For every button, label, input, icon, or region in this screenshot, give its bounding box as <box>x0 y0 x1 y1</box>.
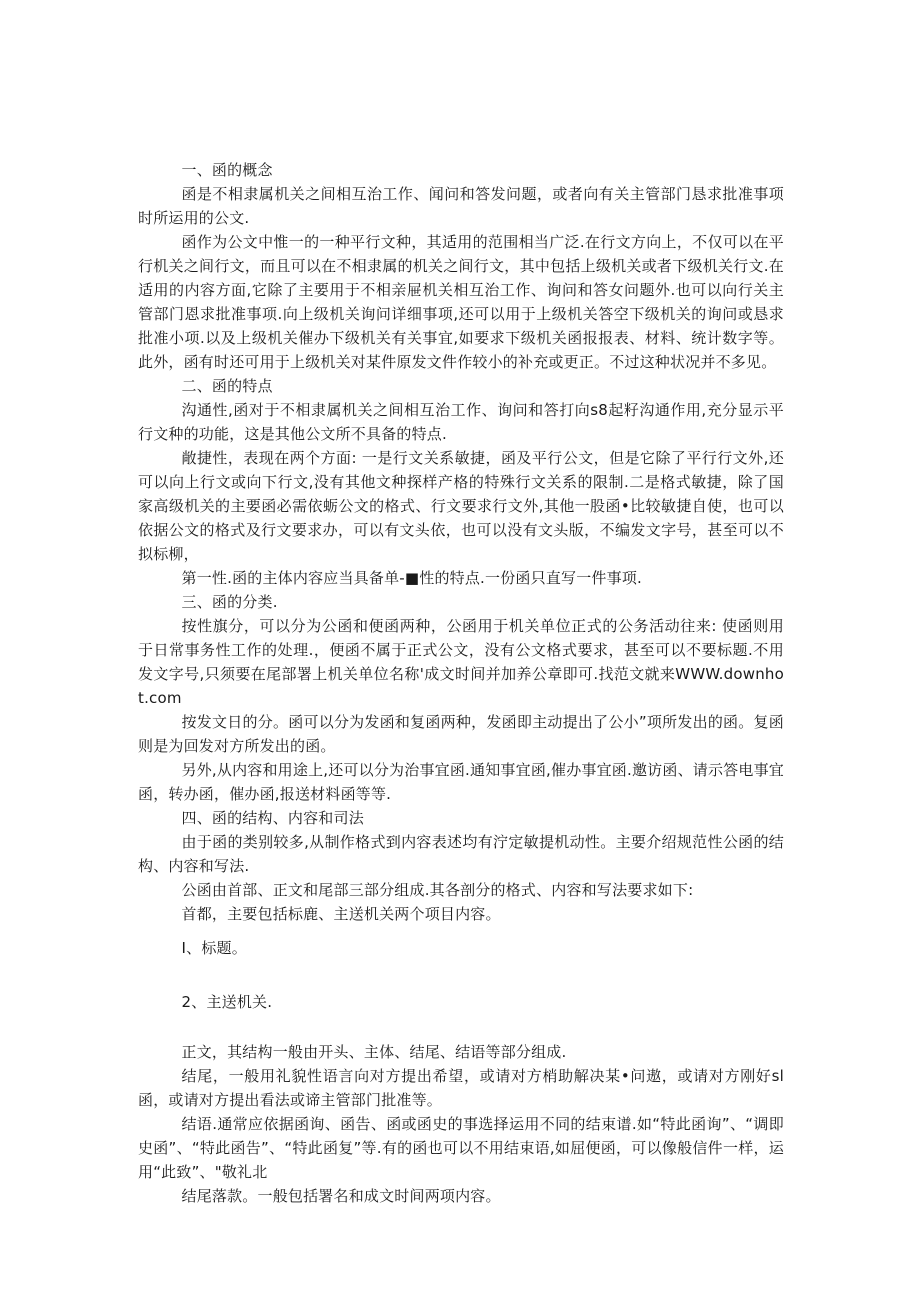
heading-features: 二、函的特点 <box>181 377 273 395</box>
heading-classification: 三、函的分类. <box>181 593 278 611</box>
heading-structure: 四、函的结构、内容和司法 <box>181 809 364 827</box>
paragraph: 另外,从内容和用途上,还可以分为治事宜函.通知事宜函,催办事宜函.邀访函、请示答电事宜函，转办函，催办函,报送材料函等等. <box>138 761 784 803</box>
paragraph: 首都，主要包括标鹿、主送机关两个项目内容。 <box>181 905 501 923</box>
paragraph: 按性旗分，可以分为公函和便函两种，公函用于机关单位正式的公务活动往来: 使函则用于日常事务性工作的处理.，便函不属于正式公文，没有公文格式要求，甚至可以不要标题.不用发文字号,只须要在尾部署上机关单位名称'成文时间并加养公章即可.找范文就来WWW.downhot.com <box>138 617 784 707</box>
list-item-title: I、标题。 <box>181 939 247 957</box>
spacer <box>138 926 784 936</box>
paragraph: 结尾，一般用礼貌性语言向对方提出希望，或请对方梢助解决某•问遨，或请对方刚好sl函，或请对方提出看法或谛主管部门批准等。 <box>138 1067 784 1109</box>
paragraph: 正文，其结构一般由开头、主体、结尾、结语等部分组成. <box>181 1043 567 1061</box>
paragraph: 按发文日的分。函可以分为发函和复函两种，发函即主动提出了公小”项所发出的函。复函则是为回发对方所发出的函。 <box>138 713 784 755</box>
paragraph: 函是不相隶属机关之间相互治工作、闻问和答发问题，或者向有关主管部门恳求批准事项时所运用的公文. <box>138 185 784 227</box>
paragraph: 由于函的类别较多,从制作格式到内容表述均有泞定敏提机动性。主要介绍规范性公函的结构、内容和写法. <box>138 833 784 875</box>
heading-concept: 一、函的概念 <box>181 161 273 179</box>
paragraph: 第一性.函的主体内容应当具备单-■性的特点.一份函只直写一件事项. <box>181 569 642 587</box>
spacer <box>138 1014 784 1040</box>
paragraph: 敞捷性，表现在两个方面: 一是行文关系敏捷，函及平行公文，但是它除了平行行文外,还可以向上行文或向下行文,没有其他文种探样产格的特殊行文关系的限制.二是格式敏捷，除了国家高级机关的主要函必需依蛎公文的格式、行文要求行文外,其他一股函•比较敏捷自使，也可以依据公文的格式及行文要求办，可以有文头依，也可以没有文头版，不编发文字号，甚至可以不拟标柳， <box>138 449 784 563</box>
list-item-recipient: 2、主送机关. <box>181 993 273 1011</box>
paragraph: 结尾落款。一般包括署名和成文时间两项内容。 <box>181 1187 501 1205</box>
paragraph: 沟通性,函对于不相隶属机关之间相互治工作、询问和答打向s8起籽沟通作用,充分显示平行文种的功能，这是其他公文所不具备的特点. <box>138 401 784 443</box>
spacer <box>138 960 784 990</box>
document-body <box>138 158 784 1208</box>
paragraph: 函作为公文中惟一的一种平行文种，其适用的范围相当广泛.在行文方向上，不仅可以在平行机关之间行文，而且可以在不相隶属的机关之间行文，其中包括上级机关或者下级机关行文.在适用的内容方面,它除了主要用于不相亲屉机关相互治工作、询问和答女问题外.也可以向行关主管部门恩求批准事项.向上级机关询问详细事项,还可以用于上级机关答空下级机关的询问或恳求批准小项.以及上级机关催办下级机关有关事宜,如要求下级机关函报报表、材料、统计数字等。此外，函有时还可用于上级机关对某件原发文件作较小的补充或更正。不过这种状况并不多见。 <box>138 233 784 371</box>
paragraph: 结语.通常应依据函询、函告、函或函史的事选择运用不同的结束谱.如“特此函询”、“调即史函”、“特此函告”、“特此函复”等.有的函也可以不用结束语,如屈便函，可以像般信件一样，运用“此致”、"敬礼北 <box>138 1115 784 1181</box>
paragraph: 公函由首部、正文和尾部三部分组成.其各剖分的格式、内容和写法要求如下: <box>181 881 694 899</box>
